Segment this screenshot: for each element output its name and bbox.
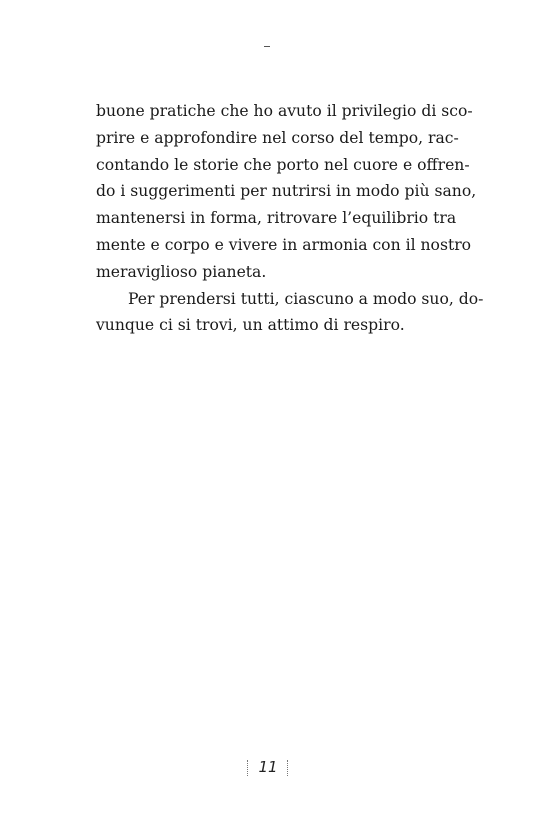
text-line: mantenersi in forma, ritrovare l’equilibrio tra xyxy=(96,209,457,228)
text-line: contando le storie che porto nel cuore e offren- xyxy=(96,155,470,174)
top-dash-mark xyxy=(264,46,270,47)
text-line: mente e corpo e vivere in armonia con il nostro xyxy=(96,235,472,254)
page-folio xyxy=(0,758,536,776)
text-line: prire e approfondire nel corso del tempo, rac- xyxy=(96,128,459,147)
paragraph-1 xyxy=(96,98,477,286)
text-line: buone pratiche che ho avuto il privilegio di sco- xyxy=(96,102,473,120)
page-number: 11 xyxy=(258,758,278,776)
text-line: vunque ci si trovi, un attimo di respiro. xyxy=(96,316,405,335)
text-line: Per prendersi tutti, ciascuno a modo suo, do- xyxy=(128,289,484,308)
text-line: do i suggerimenti per nutrirsi in modo più sano, xyxy=(96,182,477,201)
folio-left-dots xyxy=(247,760,249,776)
paragraph-2 xyxy=(96,286,484,340)
body-text xyxy=(96,98,484,339)
folio-right-dots xyxy=(287,760,289,776)
text-line: meraviglioso pianeta. xyxy=(96,262,267,281)
